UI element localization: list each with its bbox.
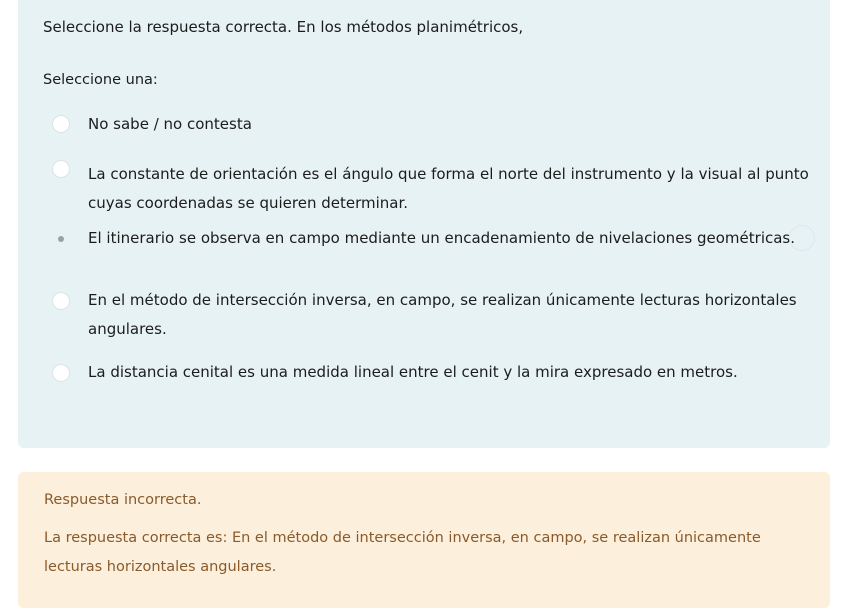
- radio-button-icon[interactable]: [52, 364, 70, 382]
- focus-ring-circle: [789, 225, 815, 251]
- option-label[interactable]: El itinerario se observa en campo mediante un encadenamiento de nivelaciones geométricas.: [88, 229, 796, 247]
- option-label[interactable]: No sabe / no contesta: [88, 115, 252, 133]
- question-text: Seleccione la respuesta correcta. En los métodos planimétricos,: [43, 18, 524, 36]
- radio-button-icon[interactable]: [52, 160, 70, 178]
- radio-button-checked-icon[interactable]: [52, 230, 70, 248]
- option-label[interactable]: La constante de orientación es el ángulo que forma el norte del instrumento y la visual al punto cuyas coordenadas se quieren determinar.: [88, 165, 809, 212]
- option-label[interactable]: La distancia cenital es una medida lineal entre el cenit y la mira expresado en metros.: [88, 363, 738, 381]
- option-label[interactable]: En el método de intersección inversa, en campo, se realizan únicamente lecturas horizontales angulares.: [88, 291, 797, 338]
- feedback-panel: [18, 472, 830, 608]
- correct-answer-text: La respuesta correcta es: En el método de intersección inversa, en campo, se realizan únicamente lecturas horizontales angulares.: [44, 530, 761, 575]
- radio-button-icon[interactable]: [52, 292, 70, 310]
- question-panel: [18, 0, 830, 448]
- feedback-status: Respuesta incorrecta.: [44, 492, 202, 508]
- radio-button-icon[interactable]: [52, 115, 70, 133]
- select-one-prompt: Seleccione una:: [43, 72, 158, 88]
